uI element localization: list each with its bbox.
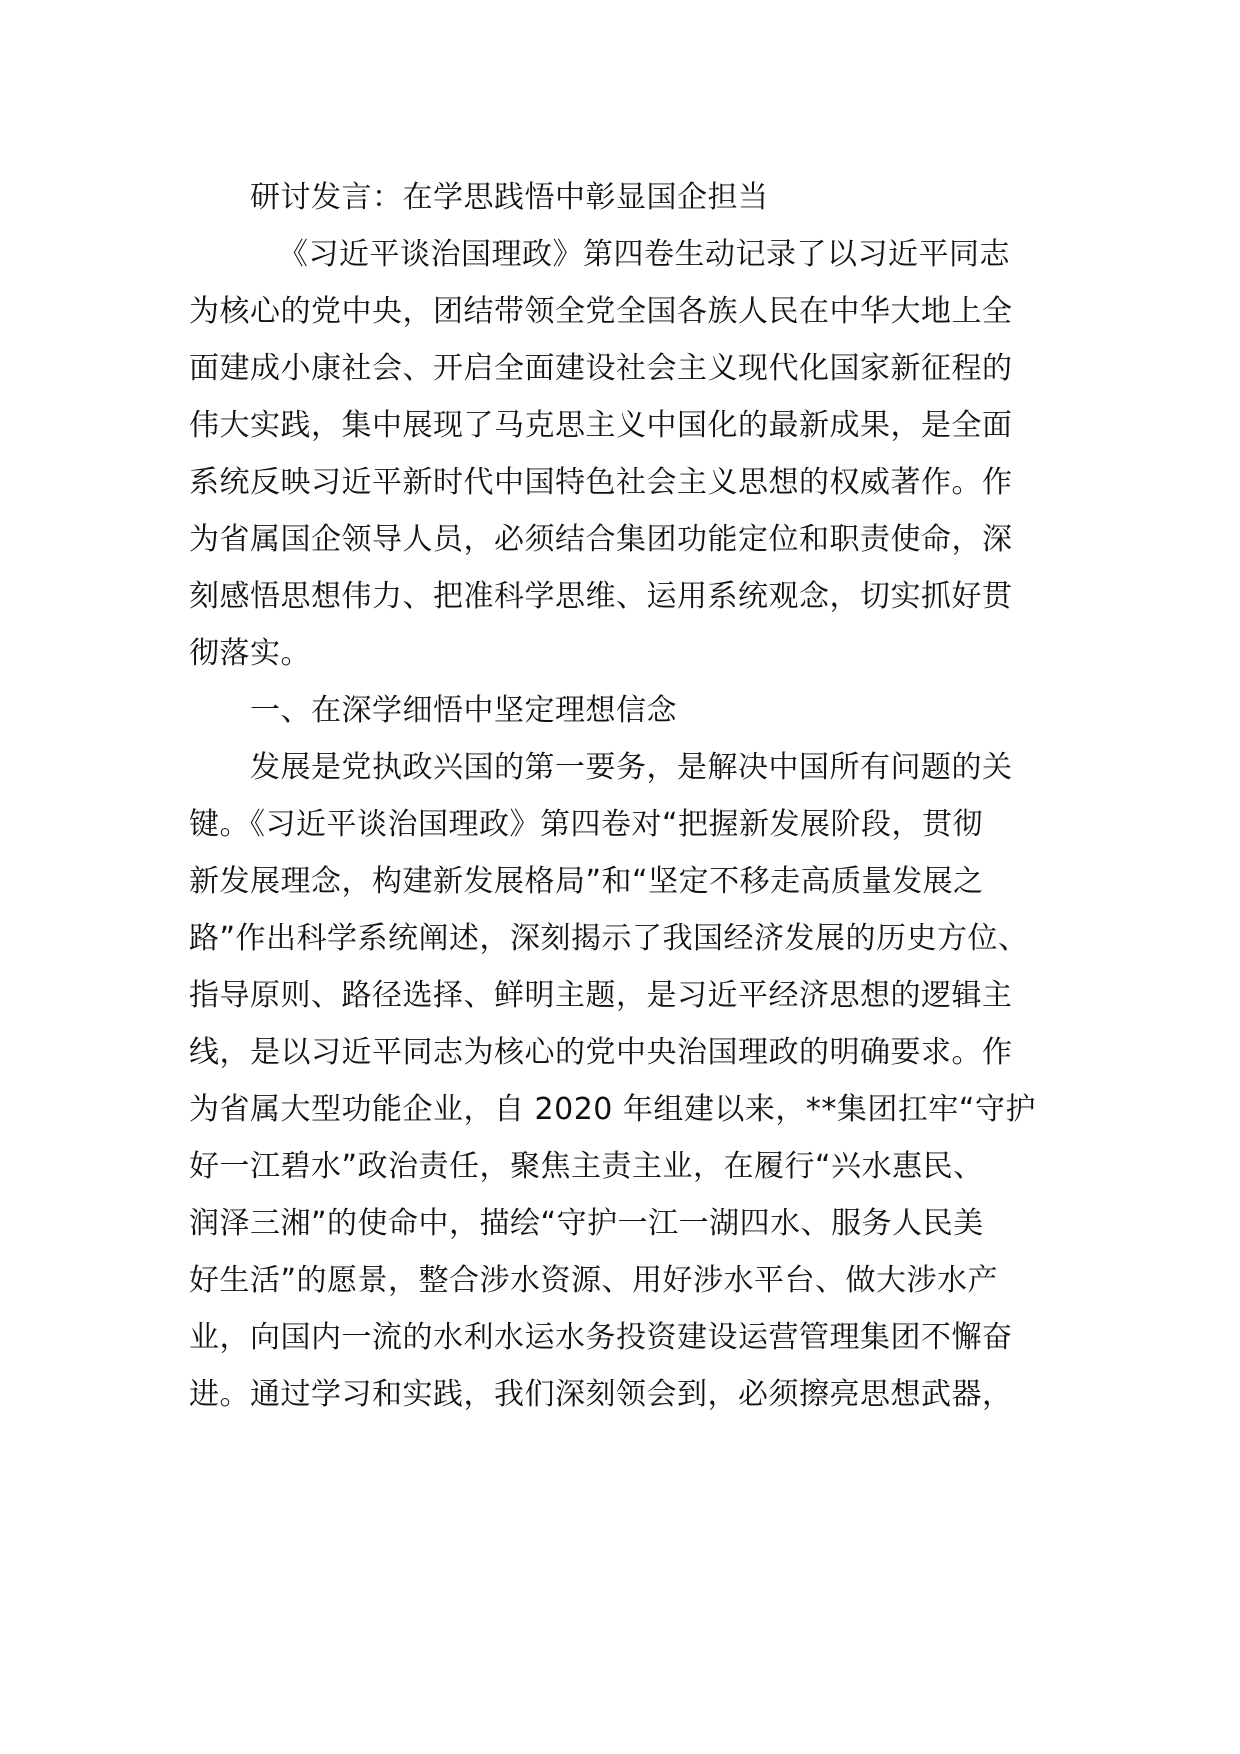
paragraph-line: 指导原则、路径选择、鲜明主题，是习近平经济思想的逻辑主 — [189, 978, 1013, 1013]
paragraph-line: 《习近平谈治国理政》第四卷生动记录了以习近平同志 — [278, 237, 1010, 272]
paragraph-line: 彻落实。 — [189, 636, 311, 671]
paragraph-line: 路”作出科学系统阐述，深刻揭示了我国经济发展的历史方位、 — [189, 921, 1029, 956]
paragraph-line: 伟大实践，集中展现了马克思主义中国化的最新成果，是全面 — [189, 408, 1013, 443]
paragraph-line: 面建成小康社会、开启全面建设社会主义现代化国家新征程的 — [189, 351, 1013, 386]
document-title: 研讨发言：在学思践悟中彰显国企担当 — [250, 180, 769, 215]
paragraph-line: 为核心的党中央，团结带领全党全国各族人民在中华大地上全 — [189, 294, 1013, 329]
paragraph-line: 进。通过学习和实践，我们深刻领会到，必须擦亮思想武器， — [189, 1377, 1013, 1412]
paragraph-line: 刻感悟思想伟力、把准科学思维、运用系统观念，切实抓好贯 — [189, 579, 1013, 614]
paragraph-line: 新发展理念，构建新发展格局”和“坚定不移走高质量发展之 — [189, 864, 984, 899]
paragraph-line: 好一江碧水”政治责任，聚焦主责主业，在履行“兴水惠民、 — [189, 1149, 984, 1184]
paragraph-line: 为省属大型功能企业，自 2020 年组建以来，**集团扛牢“守护 — [189, 1092, 1036, 1127]
paragraph-line: 系统反映习近平新时代中国特色社会主义思想的权威著作。作 — [189, 465, 1013, 500]
paragraph-line: 线，是以习近平同志为核心的党中央治国理政的明确要求。作 — [189, 1035, 1013, 1070]
paragraph-line: 键。《习近平谈治国理政》第四卷对“把握新发展阶段，贯彻 — [189, 807, 984, 842]
paragraph-line: 润泽三湘”的使命中，描绘“守护一江一湖四水、服务人民美 — [189, 1206, 984, 1241]
paragraph-line: 发展是党执政兴国的第一要务，是解决中国所有问题的关 — [250, 750, 1013, 785]
paragraph-line: 业，向国内一流的水利水运水务投资建设运营管理集团不懈奋 — [189, 1320, 1013, 1355]
section-heading: 一、在深学细悟中坚定理想信念 — [250, 693, 677, 728]
paragraph-line: 为省属国企领导人员，必须结合集团功能定位和职责使命，深 — [189, 522, 1013, 557]
paragraph-line: 好生活”的愿景，整合涉水资源、用好涉水平台、做大涉水产 — [189, 1263, 999, 1298]
